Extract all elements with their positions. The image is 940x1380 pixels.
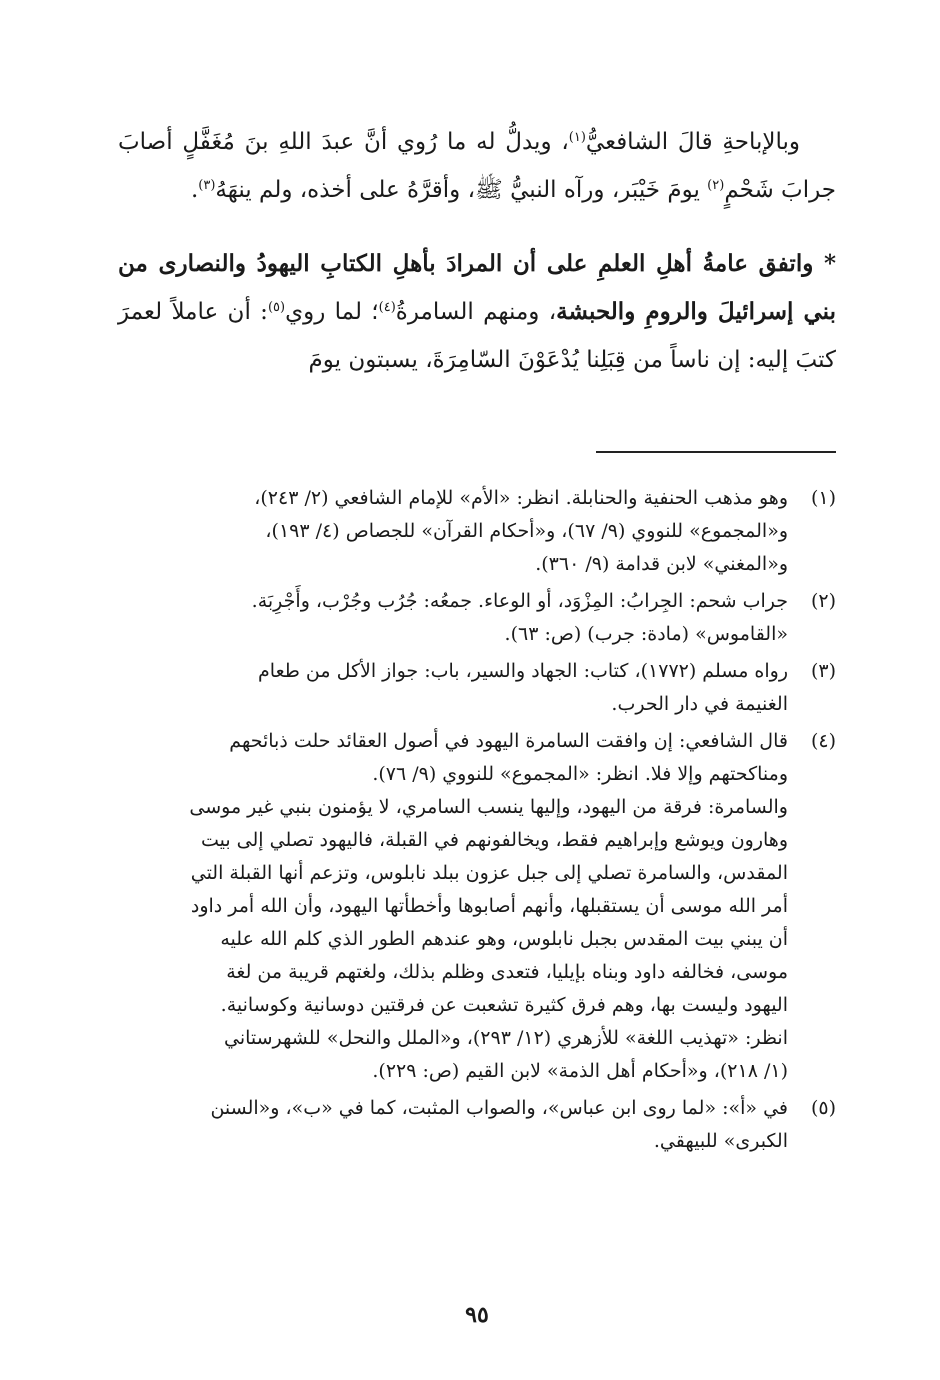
footnote-number: (٢) bbox=[810, 590, 836, 612]
footnote-line: جراب شحم: الجِرابُ: المِزْوَد، أو الوعاء. جمعُه: جُرُب وجُرْب، وأَجْرِبَة. bbox=[251, 590, 788, 612]
footnote-line: في «أ»: «لما روى ابن عباس»، والصواب المثبت، كما في «ب»، و«السنن bbox=[210, 1097, 788, 1119]
footnote-line: المقدس، والسامرة تصلي إلى جبل عزون ببلد نابلوس، وتزعم أنها القبلة التي bbox=[190, 862, 788, 884]
page-content bbox=[118, 112, 836, 1342]
footnote-line: اليهود وليست بها، وهم فرق كثيرة تشعبت عن فرقتين دوسانية وكوسانية. bbox=[220, 994, 788, 1016]
footnote-ref-1[interactable]: (١) bbox=[568, 130, 586, 145]
footnote-body bbox=[118, 1092, 788, 1158]
footnote-body bbox=[118, 725, 788, 1088]
footnote-line: انظر: «تهذيب اللغة» للأزهري (١٢/ ٢٩٣)، و«الملل والنحل» للشهرستاني bbox=[223, 1027, 788, 1049]
footnote-line: (١/ ٢١٨)، و«أحكام أهل الذمة» لابن القيم (ص: ٢٢٩). bbox=[372, 1060, 788, 1082]
main-paragraph-2 bbox=[118, 240, 836, 384]
footnote-5 bbox=[118, 1092, 836, 1158]
footnote-number: (٥) bbox=[810, 1097, 836, 1119]
footnote-line: أمر الله موسى أن يستقبلها، وأنهم أصابوها وأخطأتها اليهود، وأن الله أمر داود bbox=[190, 895, 788, 917]
para1-mid1: ، ويدلُّ له ما رُوي أنَّ عبدَ اللهِ بنَ مُغَفَّلٍ أصابَ جرابَ شَحْمٍ bbox=[118, 129, 836, 203]
footnote-line: و«المغني» لابن قدامة (٩/ ٣٦٠). bbox=[535, 553, 788, 575]
para2-bold-text: * واتفق عامةُ أهلِ العلمِ على أن المرادَ بأهلِ الكتابِ اليهودُ والنصارى من بني إسرائيلَ والرومِ والحبشة bbox=[118, 250, 836, 325]
footnote-ref-2[interactable]: (٢) bbox=[707, 178, 725, 193]
footnote-body bbox=[118, 585, 788, 651]
footnote-body bbox=[118, 655, 788, 721]
footnote-1 bbox=[118, 482, 836, 581]
para1-end: . bbox=[190, 177, 199, 203]
para2-mid1: ، ومنهم السامرةُ bbox=[395, 299, 557, 325]
footnotes-section bbox=[118, 482, 836, 1162]
para1-lead: وبالإباحةِ قالَ الشافعيُّ bbox=[585, 129, 800, 155]
footnote-line: قال الشافعي: إن وافقت السامرة اليهود في أصول العقائد حلت ذبائحهم bbox=[229, 730, 788, 752]
page-number: ٩٥ bbox=[465, 1302, 489, 1328]
footnote-number: (١) bbox=[810, 487, 836, 509]
footnote-divider bbox=[596, 451, 836, 453]
para2-mid2: ؛ لما روي bbox=[285, 299, 379, 325]
footnote-line: الغنيمة في دار الحرب. bbox=[611, 693, 788, 715]
footnote-body bbox=[118, 482, 788, 581]
footnote-3 bbox=[118, 655, 836, 721]
footnote-line: و«المجموع» للنووي (٩/ ٦٧)، و«أحكام القرآن» للجصاص (٤/ ١٩٣)، bbox=[265, 520, 788, 542]
footnote-ref-4[interactable]: (٤) bbox=[378, 300, 396, 315]
footnote-line: أن يبني بيت المقدس بجبل نابلوس، وهو عندهم الطور الذي كلم الله عليه bbox=[220, 928, 788, 950]
footnote-line: وهارون ويوشع وإبراهيم فقط، ويخالفونهم في القبلة، فاليهود تصلي إلى بيت bbox=[200, 829, 788, 851]
main-paragraph-1 bbox=[118, 112, 836, 214]
footnote-line: والسامرة: فرقة من اليهود، وإليها ينسب السامري، لا يؤمنون بنبي غير موسى bbox=[189, 796, 788, 818]
footnote-line: رواه مسلم (١٧٧٢)، كتاب: الجهاد والسير، باب: جواز الأكل من طعام bbox=[258, 660, 788, 682]
footnote-ref-3[interactable]: (٣) bbox=[198, 178, 216, 193]
footnote-2 bbox=[118, 585, 836, 651]
footnote-line: وهو مذهب الحنفية والحنابلة. انظر: «الأم» للإمام الشافعي (٢/ ٢٤٣)، bbox=[254, 487, 788, 509]
footnote-line: «القاموس» (مادة: جرب) (ص: ٦٣). bbox=[504, 623, 788, 645]
para2-end: : أن عاملاً لعمرَ كتبَ إليه: إن ناساً من قِبَلِنا يُدْعَوْنَ السّامِرَةَ، يسبتون يومَ bbox=[118, 299, 836, 373]
footnote-ref-5[interactable]: (٥) bbox=[267, 300, 286, 315]
footnote-line: موسى، فخالفه داود وبناه بإيليا، فتعدى وظلم بذلك، ولغتهم قريبة من لغة bbox=[226, 961, 788, 983]
para1-mid2: يومَ خَيْبَر، ورآه النبيُّ ﷺ، وأقرَّهُ على أخذه، ولم ينهَهُ bbox=[215, 177, 708, 203]
footnote-line: الكبرى» للبيهقي. bbox=[653, 1130, 788, 1152]
footnote-number: (٤) bbox=[810, 730, 836, 752]
footnote-line: ومناكحتهم وإلا فلا. انظر: «المجموع» للنووي (٩/ ٧٦). bbox=[372, 763, 788, 785]
footnote-number: (٣) bbox=[810, 660, 836, 682]
footnote-4 bbox=[118, 725, 836, 1088]
